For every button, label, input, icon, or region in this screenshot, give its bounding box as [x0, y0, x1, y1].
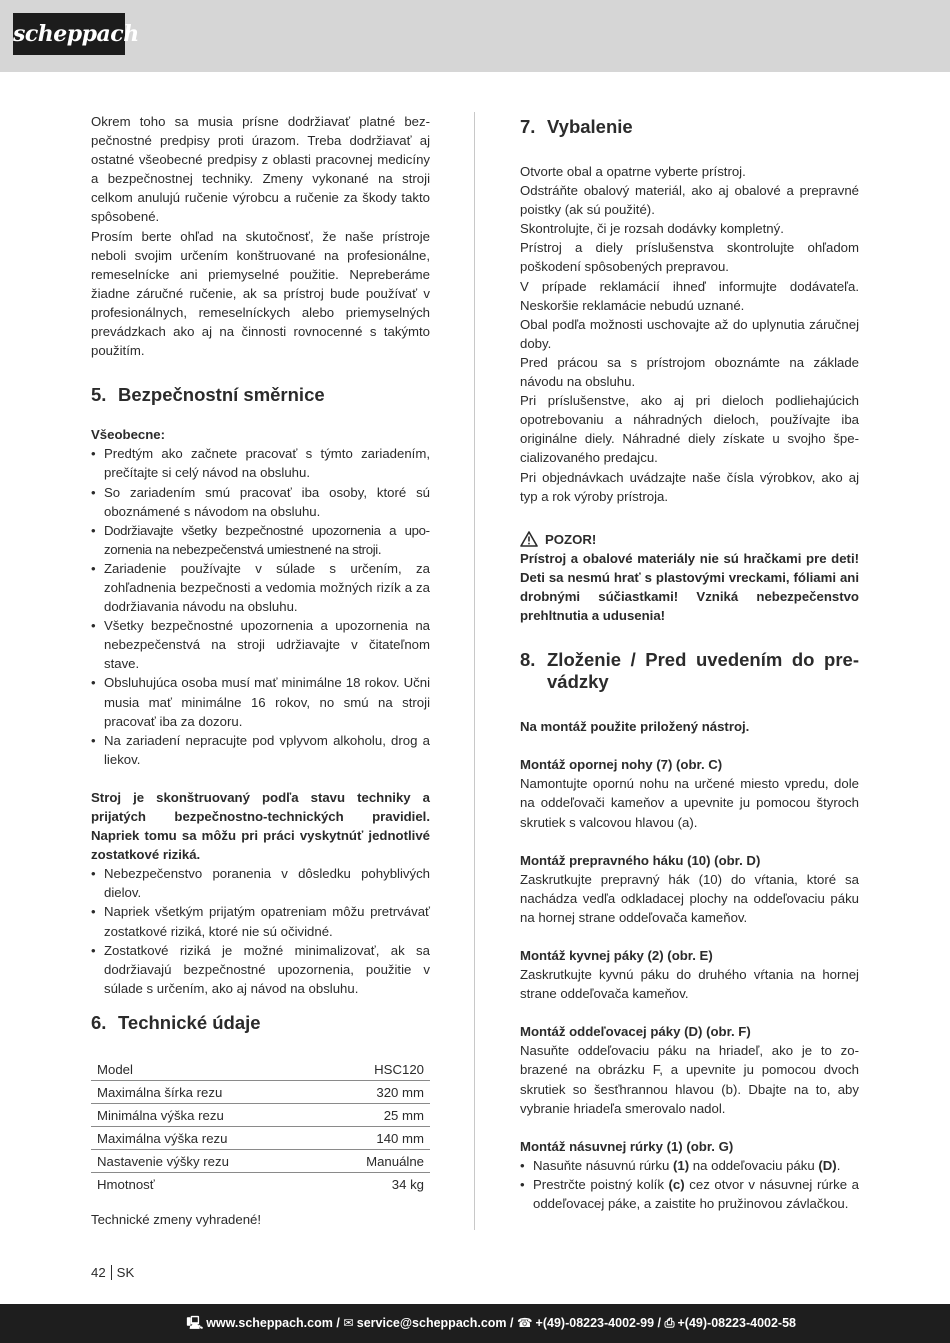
technical-changes-note: Technické zmeny vyhradené! — [91, 1211, 262, 1227]
brand-logo: scheppach — [13, 13, 125, 55]
item-text: Prestrčte poistný kolík — [533, 1176, 669, 1192]
spec-value: 320 mm — [319, 1081, 430, 1104]
list-item: • Predtým ako začnete pracovať s týmto zariadením, prečítajte si celý návod na obsluhu. — [91, 444, 430, 482]
footer-email[interactable]: service@scheppach.com — [356, 1316, 507, 1330]
footer-website[interactable]: www.scheppach.com — [206, 1316, 333, 1330]
ref-number: (1) — [673, 1157, 690, 1173]
section-number: 7. — [520, 116, 536, 137]
unpack-line: Otvorte obal a opatrne vyberte prístroj. — [520, 164, 746, 179]
spec-label: Nastavenie výšky rezu — [91, 1150, 319, 1173]
section-heading-7 — [520, 116, 859, 138]
assembly-text: Nasuňte oddeľovaciu páku na hriadeľ, ako je to zobrazené na obrázku F, a upevnite ju pomocou dvoch skrutiek so šesťhrannou hlavou (b). Dbajte na to, aby vybranie hriadeľa smerovalo nadol. — [520, 1043, 859, 1116]
residual-risk-list — [91, 864, 430, 998]
footer-fax: +(49)-08223-4002-58 — [677, 1316, 796, 1330]
section-number: 6. — [91, 1011, 107, 1033]
subheading-general: Všeobecne: — [91, 427, 166, 443]
ref-number: (D) — [818, 1157, 837, 1173]
phone-icon: ☎ — [516, 1316, 533, 1330]
assembly-heading: Montáž kyvnej páky (2) (obr. E) — [520, 948, 713, 963]
residual-risk-statement: Stroj je skonštruovaný podľa stavu techniky a prijatých bezpečnostno-technických pravidiel. Napriek tomu sa môžu pri práci vyskytnúť jednotlivé zostatkové riziká. — [91, 789, 430, 863]
assembly-text: Namontujte opornú nohu na určené miesto vpredu, dole na oddeľovači kameňov a upevnite ju pomocou štyroch skrutiek s valcovou hlavou (a). — [520, 776, 859, 830]
spec-label: Maximálna výška rezu — [91, 1127, 319, 1150]
spec-value: 34 kg — [391, 1177, 424, 1193]
table-row — [91, 1058, 430, 1081]
warning-heading — [520, 530, 859, 549]
intro-paragraph: Prosím berte ohľad na skutočnosť, že naše prístroje neboli svojim určením konštruované na profesionálne, remeselnícke ani priemyselné použitie. Nepreberáme žiadne záručné ručenie, ak sa prístroj bude používať v profesionálnych, remeselníckych alebo priemyselných prevádzkach ako aj na činnosti rovnocenné s takýmto použitím. — [91, 228, 430, 359]
spec-value: 140 mm — [319, 1127, 430, 1150]
warning-triangle-icon — [520, 531, 538, 547]
fax-icon: ⎙ — [664, 1316, 675, 1330]
tool-note: Na montáž použite priložený nástroj. — [520, 719, 750, 735]
page-number — [91, 1265, 134, 1280]
list-item: • Obsluhujúca osoba musí mať minimálne 18 rokov. Učni musia mať minimálne 16 rokov, no smú na stroji pracovať iba za dozoru. — [91, 673, 430, 730]
item-text: Nasuňte násuvnú rúrku — [533, 1157, 674, 1173]
assembly-heading: Montáž oddeľovacej páky (D) (obr. F) — [520, 1024, 751, 1040]
unpack-line: Prístroj a diely príslušenstva skontrolujte ohľadom poškodení spôsobených prepravou. — [520, 240, 859, 275]
intro-paragraph: Okrem toho sa musia prísne dodržiavať platné bezpečnostné predpisy proti úrazom. Treba dodržiavať aj ostatné všeobecné predpisy z oblasti pracovnej medicíny a bezpečnostnej techniky. Zmeny vykonané na stroji celkom anulujú ručenie výrobcu a ručenie za škody takto spôsobené. — [91, 114, 430, 225]
tube-assembly-list — [520, 1156, 859, 1213]
table-row — [91, 1081, 430, 1104]
warning-text: Prístroj a obalové materiály nie sú hračkami pre deti! Deti sa nesmú hrať s plastovými vreckami, fóliami ani drobnými súčiastkami! Vzniká nebezpečenstvo prehltnutia a udusenia! — [520, 550, 859, 624]
left-column — [91, 112, 430, 1229]
section-number: 5. — [91, 384, 107, 406]
list-item: • Všetky bezpečnostné upozornenia a upozornenia na nebezpečenstvá na stroji udržiavajte v čitateľnom stave. — [91, 616, 430, 673]
spec-value: Manuálne — [319, 1150, 430, 1173]
list-item: • Zostatkové riziká je možné minimalizovať, ak sa dodržiavajú bezpečnostné upozornenia, použitie v súlade s určením, ako aj návod na obsluhu. — [91, 941, 430, 998]
item-text: na oddeľovaciu páku — [689, 1157, 819, 1173]
section-title: Technické údaje — [118, 1011, 261, 1033]
unpack-line: Odstráňte obalový materiál, ako aj obalové a prepravné poistky (ak sú použité). — [520, 183, 859, 218]
table-row — [91, 1104, 430, 1127]
page-number-separator — [111, 1265, 112, 1280]
item-text: . — [836, 1157, 841, 1173]
section-heading-5 — [91, 384, 430, 406]
page-header — [0, 0, 950, 72]
warning-label: POZOR! — [545, 531, 597, 547]
spec-label: Hmotnosť — [97, 1177, 155, 1193]
list-item: • Dodržiavajte všetky bezpečnostné upozornenia a upozornenia na nebezpečenstvá umiestnené na stroji. — [91, 521, 430, 559]
footer-separator: / — [510, 1316, 517, 1330]
unpack-line: V prípade reklamácií ihneď informujte dodávateľa. Neskoršie reklamácie nebudú uznané. — [520, 278, 859, 313]
spec-value: HSC120 — [319, 1058, 430, 1081]
list-item: • Zariadenie používajte v súlade s určením, za zohľadnenia bezpečnosti a vedomia možných rizík a za dodržiavania návodu na obsluhu. — [91, 559, 430, 616]
table-row — [91, 1150, 430, 1173]
section-number: 8. — [520, 649, 536, 671]
page-footer — [0, 1304, 950, 1343]
assembly-heading: Montáž násuvnej rúrky (1) (obr. G) — [520, 1138, 734, 1154]
assembly-heading: Montáž prepravného háku (10) (obr. D) — [520, 852, 761, 868]
footer-separator: / — [657, 1316, 665, 1330]
page-language: SK — [116, 1265, 135, 1280]
table-row — [91, 1127, 430, 1150]
item-text: cez otvor v násuvnej rúrke a oddeľovacej páke, a zaistite ho pružinovou závlačkou. — [533, 1176, 859, 1212]
unpack-line: Pred prácou sa s prístrojom oboznámte na základe návodu na obsluhu. — [520, 354, 859, 390]
unpack-line: Pri príslušenstve, ako aj pri dieloch podliehajúcich opotrebovaniu a náhradných dieloch, používajte iba originálne diely. Náhradné diely získate u svojho špecializovaného predajcu. — [520, 393, 859, 466]
section-heading-6 — [91, 1012, 430, 1034]
assembly-text: Zaskrutkujte kyvnú páku do druhého vŕtania na hornej strane oddeľovača kameňov. — [520, 967, 859, 1002]
computer-icon: 🖳 — [186, 1316, 204, 1330]
unpack-line: Obal podľa možnosti uschovajte až do uplynutia záručnej doby. — [520, 316, 859, 351]
ref-number: (c) — [668, 1176, 685, 1192]
list-item — [520, 1175, 859, 1213]
list-item — [520, 1156, 859, 1175]
assembly-heading: Montáž opornej nohy (7) (obr. C) — [520, 757, 723, 773]
unpack-line: Skontrolujte, či je rozsah dodávky kompletný. — [520, 221, 784, 237]
general-safety-list — [91, 444, 430, 769]
footer-separator: / — [336, 1316, 344, 1330]
section-title: Bezpečnostní směrnice — [118, 384, 325, 406]
spec-label: Minimálna výška rezu — [91, 1104, 319, 1127]
section-heading-8 — [520, 649, 859, 693]
list-item: • Napriek všetkým prijatým opatreniam môžu pretrvávať zostatkové riziká, ktoré nie sú očividné. — [91, 902, 430, 940]
right-column — [520, 112, 859, 1213]
spec-label: Maximálna šírka rezu — [91, 1081, 319, 1104]
spec-label: Model — [91, 1058, 319, 1081]
spec-value: 25 mm — [319, 1104, 430, 1127]
list-item: • Nebezpečenstvo poranenia v dôsledku pohyblivých dielov. — [91, 864, 430, 902]
unpack-line: Pri objednávkach uvádzajte naše čísla výrobkov, ako aj typ a rok výroby prístroja. — [520, 469, 859, 504]
column-divider — [474, 112, 475, 1230]
assembly-text: Zaskrutkujte prepravný hák (10) do vŕtania, ktoré sa nachádza vedľa odkladacej plochy na oddeľovaciu páku na hornej strane oddeľovača kameňov. — [520, 871, 859, 925]
list-item: • Na zariadení nepracujte pod vplyvom alkoholu, drog a liekov. — [91, 731, 430, 769]
mail-icon: ✉ — [343, 1316, 354, 1330]
footer-phone: +(49)-08223-4002-99 — [535, 1316, 655, 1330]
section-title: Vybalenie — [547, 116, 633, 137]
section-title: Zloženie / Pred uvedením do prevádzky — [547, 649, 859, 693]
technical-data-table — [91, 1058, 430, 1196]
list-item: • So zariadením smú pracovať iba osoby, ktoré sú oboznámené s návodom na obsluhu. — [91, 483, 430, 521]
table-row — [91, 1173, 430, 1196]
page-number-value: 42 — [91, 1265, 106, 1280]
